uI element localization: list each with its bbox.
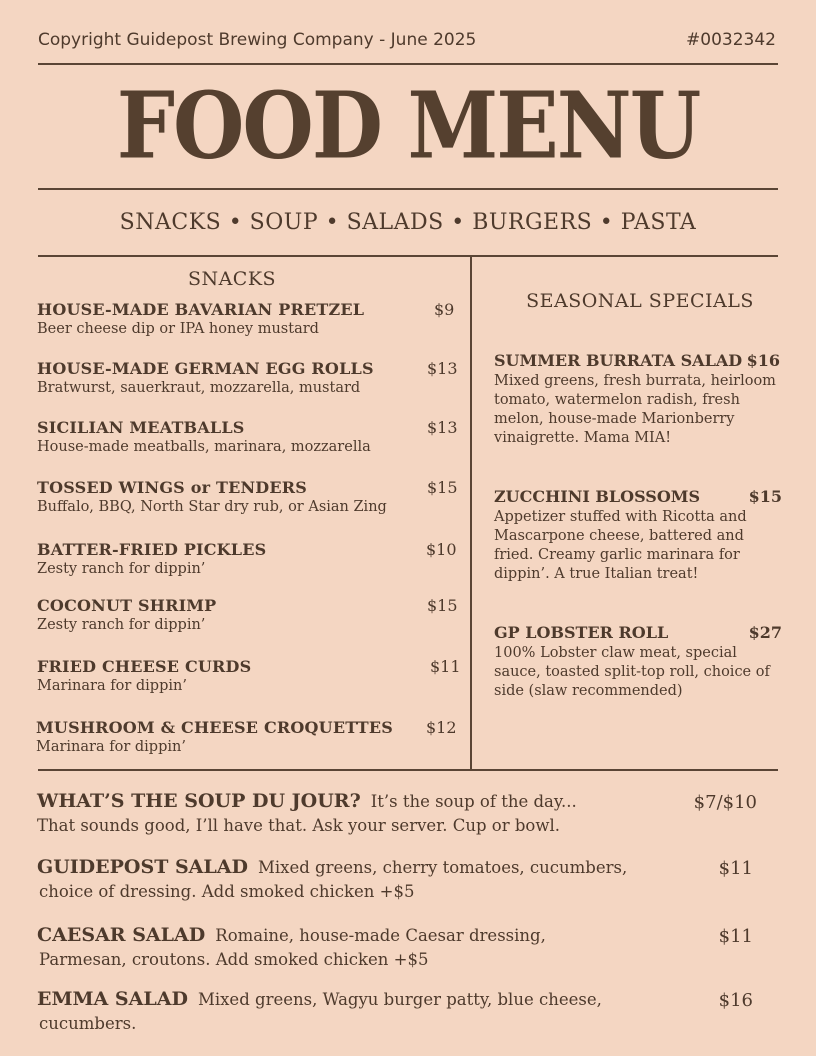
bottom-item-price: $11 [718,926,753,947]
special-price: $16 [746,351,780,370]
item-description: Zesty ranch for dippin’ [37,617,206,633]
bottom-item-name: WHAT’S THE SOUP DU JOUR? [37,790,361,812]
item-name: FRIED CHEESE CURDS [37,657,252,676]
special-name: SUMMER BURRATA SALAD [494,351,743,370]
item-price: $15 [427,596,458,615]
item-description: House-made meatballs, marinara, mozzarella [37,439,371,455]
item-price: $13 [427,359,458,378]
menu-number: #0032342 [686,30,776,50]
snacks-heading: SNACKS [187,268,277,290]
item-description: Zesty ranch for dippin’ [37,561,206,577]
bottom-item [37,924,757,969]
bottom-item-price: $16 [718,990,753,1011]
category-divider [38,255,778,257]
item-name: COCONUT SHRIMP [37,596,217,615]
item-description: Beer cheese dip or IPA honey mustard [37,321,319,337]
special-name: ZUCCHINI BLOSSOMS [494,487,701,506]
top-divider [38,63,778,65]
bottom-item-price: $11 [718,858,753,879]
special-price: $27 [748,623,782,642]
item-price: $12 [426,718,457,737]
item-name: MUSHROOM & CHEESE CROQUETTES [36,718,394,737]
special-item [494,623,786,701]
menu-item [37,418,457,455]
specials-heading: SEASONAL SPECIALS [526,290,754,312]
column-divider [470,257,472,769]
special-price: $15 [748,487,782,506]
item-description: Buffalo, BBQ, North Star dry rub, or Asian Zing [37,499,387,515]
bottom-item-name: CAESAR SALAD [37,924,206,946]
item-name: HOUSE-MADE GERMAN EGG ROLLS [37,359,374,378]
page-title: FOOD MENU [116,72,700,180]
bottom-divider [38,769,778,771]
item-price: $10 [426,540,457,559]
special-item [494,487,786,584]
menu-item [37,657,461,694]
item-price: $13 [427,418,458,437]
title-divider [38,188,778,190]
menu-item [37,596,457,633]
bottom-item-desc-line2: cucumbers. [39,1014,137,1033]
item-price: $11 [430,657,461,676]
item-price: $15 [427,478,458,497]
item-name: TOSSED WINGS or TENDERS [37,478,308,497]
special-description: Appetizer stuffed with Ricotta and Mascarpone cheese, battered and fried. Creamy garlic marinara for dippin’. A true Italian treat! [494,509,747,582]
bottom-item-desc-line2: choice of dressing. Add smoked chicken +$5 [39,882,415,901]
copyright-text: Copyright Guidepost Brewing Company - June 2025 [38,30,477,50]
menu-item [37,300,457,337]
item-name: BATTER-FRIED PICKLES [37,540,267,559]
bottom-item-desc-line1: Romaine, house-made Caesar dressing, [215,926,546,945]
bottom-item [37,856,757,901]
special-description: Mixed greens, fresh burrata, heirloom tomato, watermelon radish, fresh melon, house-made Marionberry vinaigrette. Mama MIA! [494,373,776,446]
category-list: SNACKS • SOUP • SALADS • BURGERS • PASTA [119,210,697,235]
menu-item [37,359,457,396]
bottom-item-price: $7/$10 [693,792,757,813]
bottom-item-desc-line1: It’s the soup of the day... [370,792,577,811]
bottom-item-desc-line1: Mixed greens, cherry tomatoes, cucumbers, [258,858,628,877]
item-name: SICILIAN MEATBALLS [37,418,245,437]
bottom-item [37,988,757,1033]
menu-item [36,718,456,755]
item-description: Marinara for dippin’ [37,678,187,694]
item-description: Marinara for dippin’ [36,739,186,755]
item-description: Bratwurst, sauerkraut, mozzarella, mustard [37,380,361,396]
bottom-item-name: EMMA SALAD [37,988,188,1010]
bottom-item-desc-line2: That sounds good, I’ll have that. Ask your server. Cup or bowl. [37,816,561,835]
special-item [494,351,786,448]
bottom-item [37,790,757,835]
item-name: HOUSE-MADE BAVARIAN PRETZEL [37,300,365,319]
bottom-item-desc-line2: Parmesan, croutons. Add smoked chicken +$5 [39,950,429,969]
menu-item [37,478,457,515]
special-description: 100% Lobster claw meat, special sauce, toasted split-top roll, choice of side (slaw recommended) [494,645,770,699]
item-price: $9 [434,300,455,319]
bottom-item-desc-line1: Mixed greens, Wagyu burger patty, blue cheese, [197,990,602,1009]
bottom-item-name: GUIDEPOST SALAD [37,856,248,878]
special-name: GP LOBSTER ROLL [494,623,669,642]
menu-item [37,540,457,577]
